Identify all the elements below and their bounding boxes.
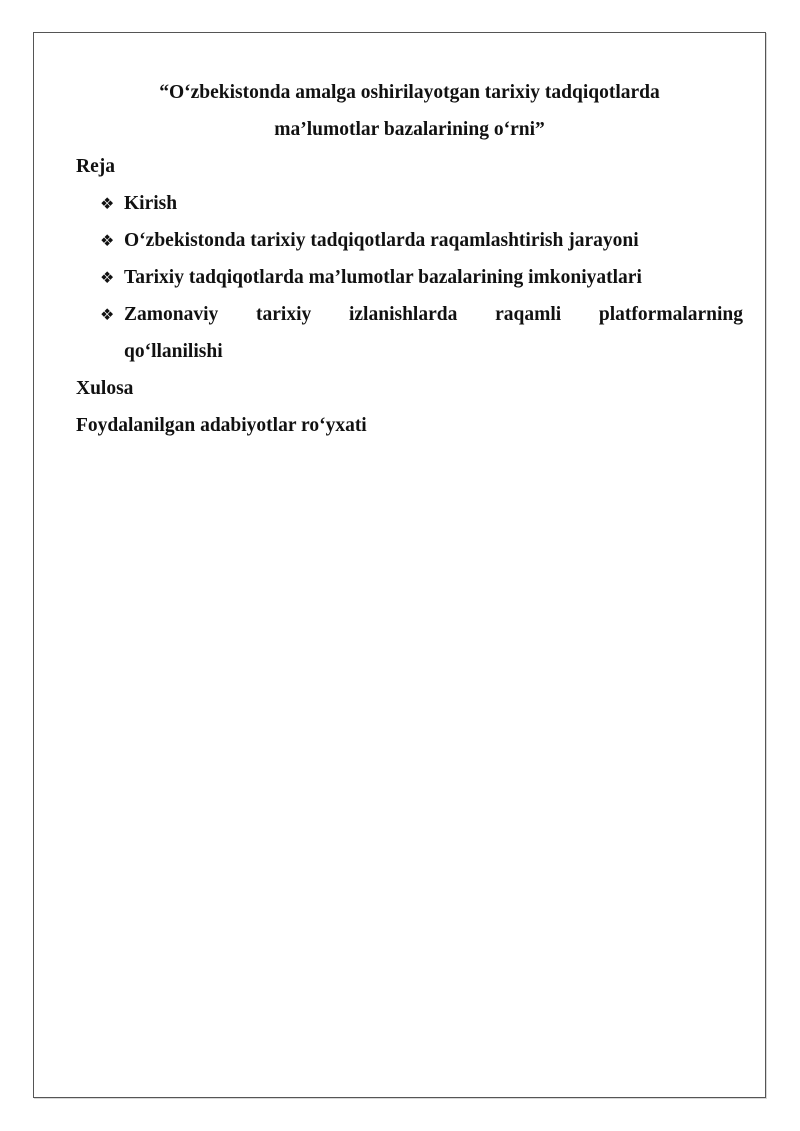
plan-item-text-line-2: qo‘llanilishi: [124, 341, 223, 362]
diamond-bullet-icon: ❖: [100, 268, 115, 287]
plan-item-text: O‘zbekistonda tarixiy tadqiqotlarda raqamlashtirish jarayoni: [124, 230, 639, 251]
plan-item-database-capabilities: [100, 259, 743, 296]
diamond-bullet-icon: ❖: [100, 231, 115, 250]
plan-item-text: Tarixiy tadqiqotlarda ma’lumotlar bazalarining imkoniyatlari: [124, 267, 642, 288]
document-body: [76, 74, 743, 444]
title-line-1: “O‘zbekistonda amalga oshirilayotgan tarixiy tadqiqotlarda: [159, 82, 660, 103]
conclusion-heading: Xulosa: [76, 378, 134, 399]
plan-item-digitization: [100, 222, 743, 259]
references-heading: Foydalanilgan adabiyotlar ro‘yxati: [76, 415, 367, 436]
diamond-bullet-icon: ❖: [100, 194, 115, 213]
plan-heading: Reja: [76, 156, 115, 177]
title-line-2: ma’lumotlar bazalarining o‘rni”: [274, 119, 545, 140]
plan-item-text-line-1: Zamonaviy tarixiy izlanishlarda raqamli platformalarning: [124, 304, 743, 325]
document-title: [76, 74, 743, 148]
plan-item-digital-platforms: [100, 296, 743, 370]
plan-list: [76, 185, 743, 370]
plan-item-kirish: [100, 185, 743, 222]
plan-item-text: Kirish: [124, 193, 178, 214]
diamond-bullet-icon: ❖: [100, 305, 115, 324]
